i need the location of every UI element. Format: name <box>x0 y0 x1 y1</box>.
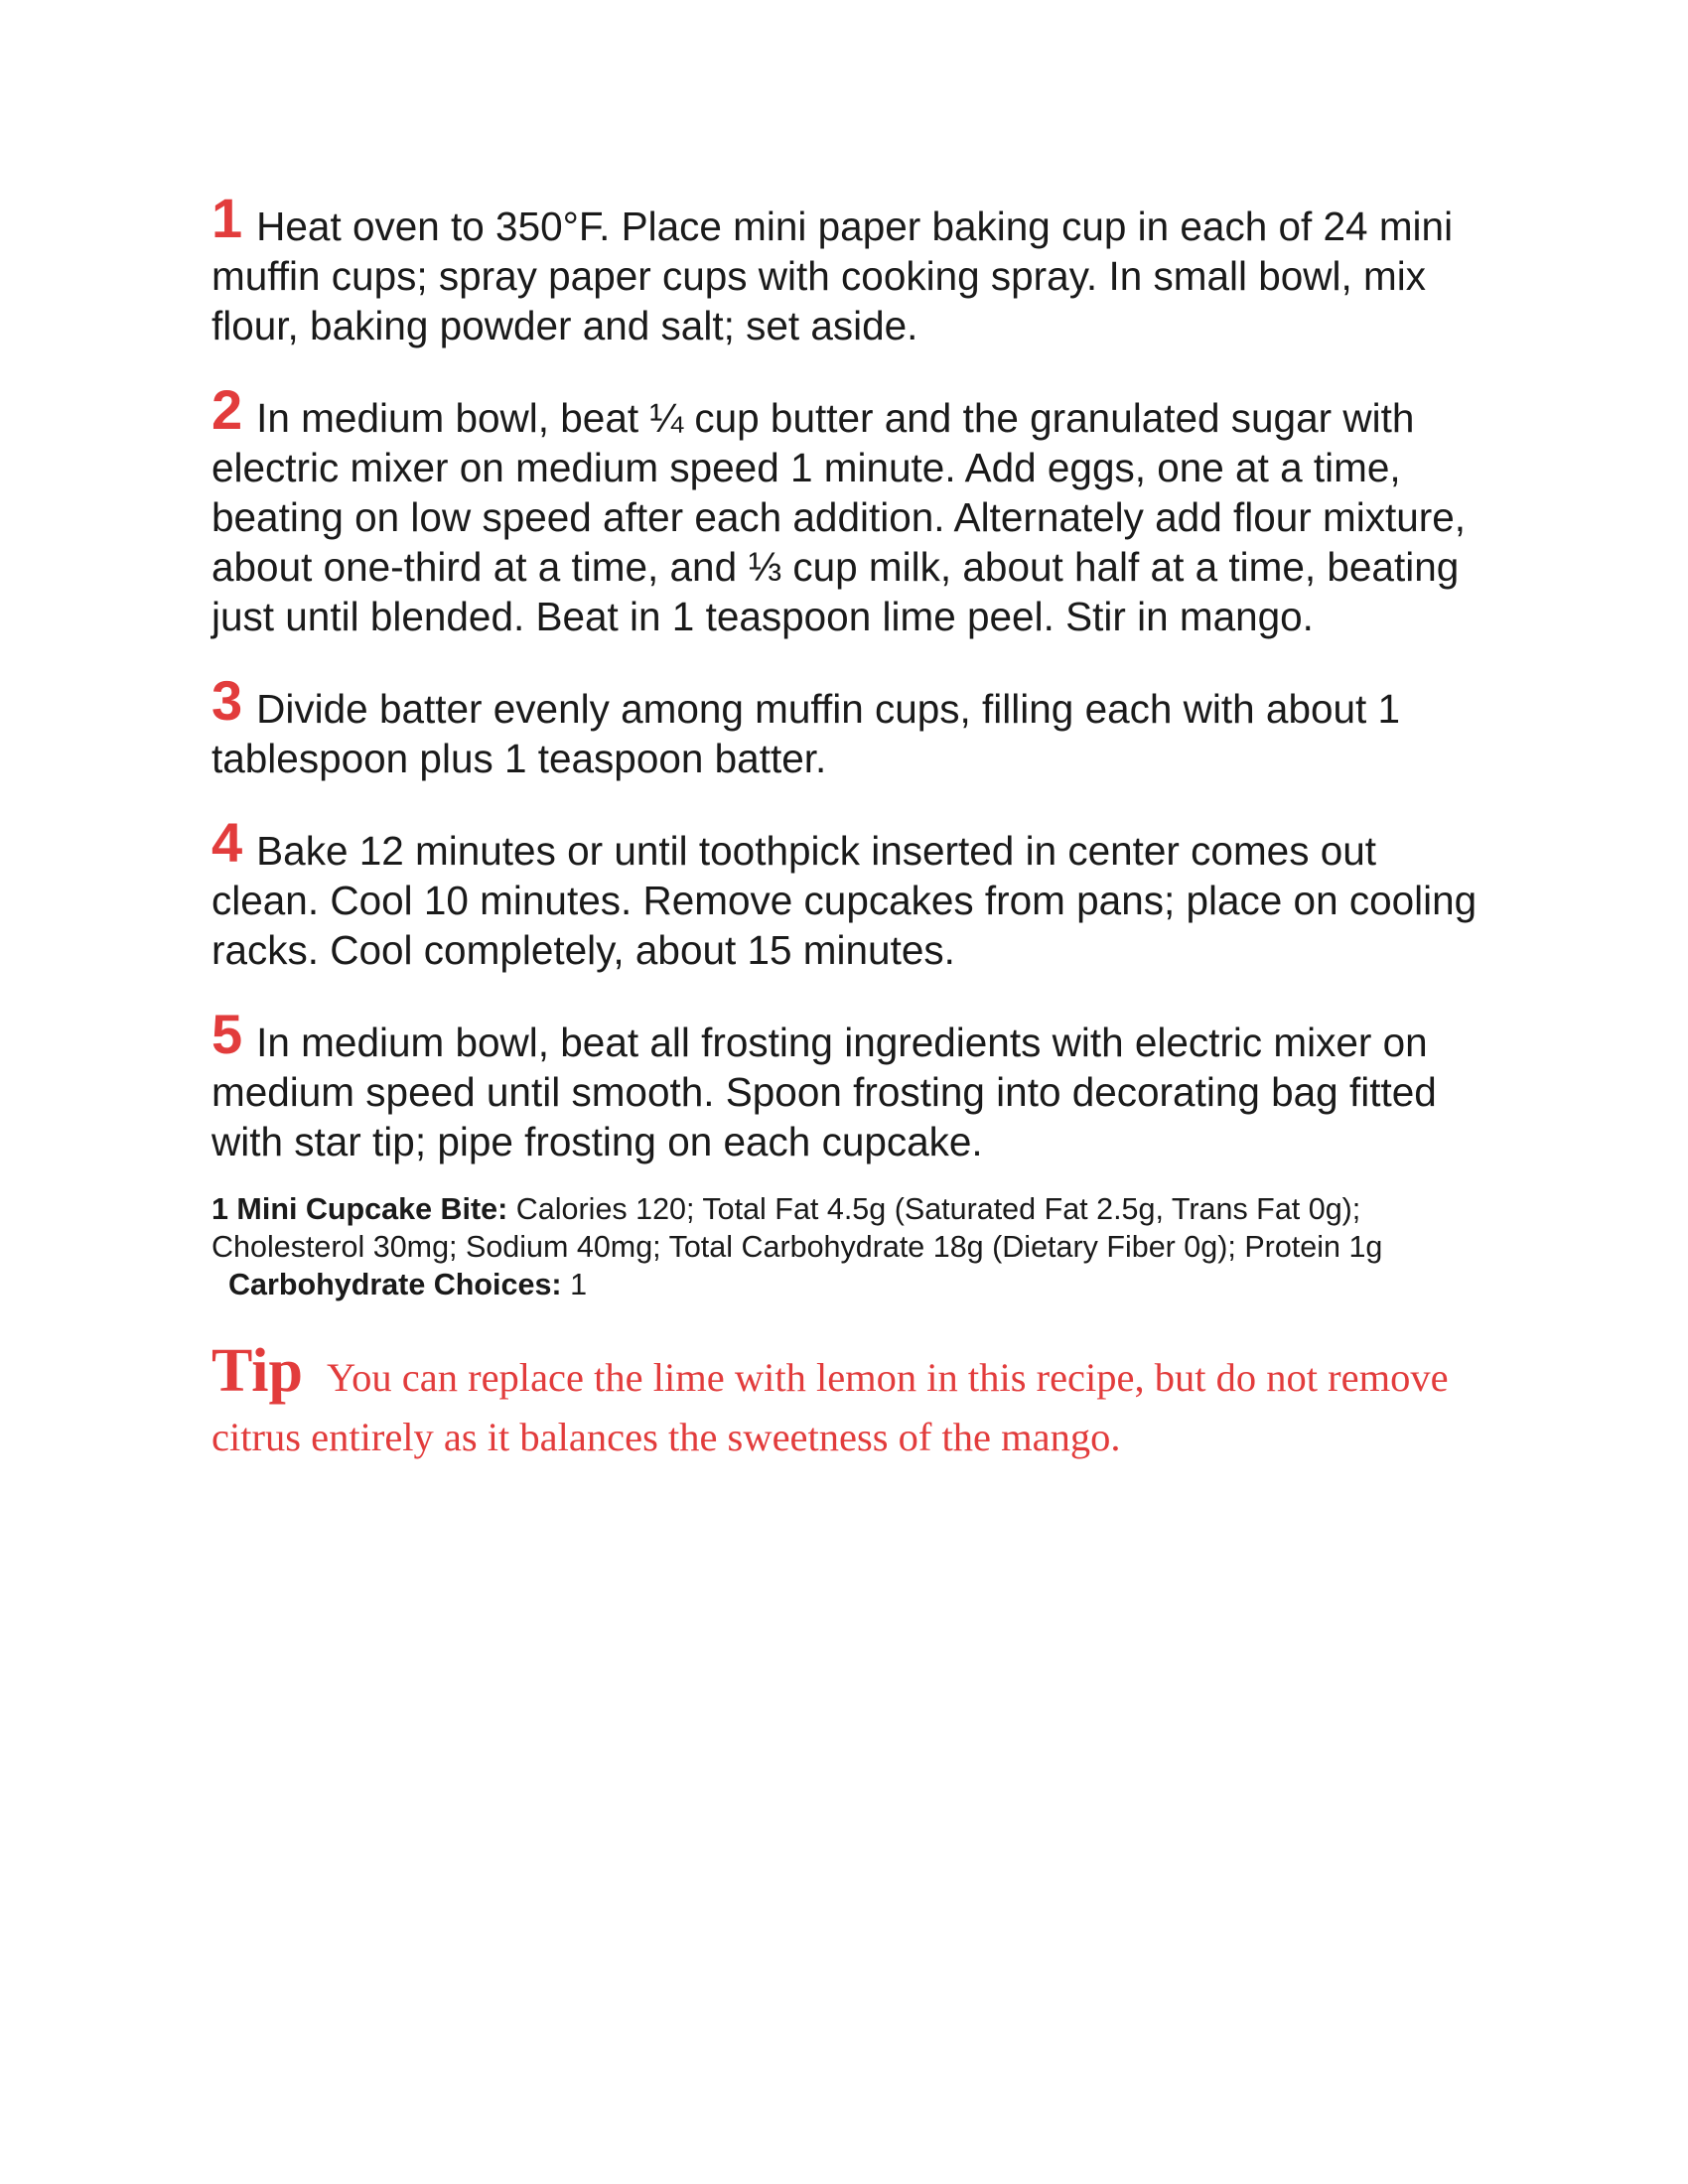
recipe-directions <box>211 187 1492 1467</box>
step-text: Bake 12 minutes or until toothpick inserted in center comes out clean. Cool 10 minutes. Remove cupcakes from pans; place on cooling racks. Cool completely, about 15 minutes. <box>211 828 1477 973</box>
step-number: 3 <box>211 669 243 732</box>
step-number: 4 <box>211 811 243 874</box>
tip-text: You can replace the lime with lemon in this recipe, but do not remove citrus entirely as it balances the sweetness of the mango. <box>211 1355 1449 1459</box>
step-text: In medium bowl, beat ¼ cup butter and the granulated sugar with electric mixer on medium speed 1 minute. Add eggs, one at a time, beating on low speed after each addition. Alternately add flour mixture, about one-third at a time, and ⅓ cup milk, about half at a time, beating just until blended. Beat in 1 teaspoon lime peel. Stir in mango. <box>211 395 1467 639</box>
step-number: 2 <box>211 378 243 441</box>
step-2 <box>211 378 1492 641</box>
step-text: Heat oven to 350°F. Place mini paper baking cup in each of 24 mini muffin cups; spray paper cups with cooking spray. In small bowl, mix flour, baking powder and salt; set aside. <box>211 204 1454 348</box>
step-number: 5 <box>211 1003 243 1065</box>
step-5 <box>211 1003 1492 1166</box>
tip-label: Tip <box>211 1337 303 1405</box>
step-1 <box>211 187 1492 350</box>
step-text: In medium bowl, beat all frosting ingredients with electric mixer on medium speed until smooth. Spoon frosting into decorating bag fitted with star tip; pipe frosting on each cupcake. <box>211 1020 1437 1164</box>
step-text: Divide batter evenly among muffin cups, filling each with about 1 tablespoon plus 1 teaspoon batter. <box>211 686 1401 781</box>
nutrition-info <box>211 1190 1492 1303</box>
step-3 <box>211 669 1492 783</box>
serving-label: 1 Mini Cupcake Bite: <box>211 1192 508 1226</box>
nutrition-facts-line <box>211 1190 1492 1266</box>
step-4 <box>211 811 1492 975</box>
carb-choices-line <box>211 1266 1492 1303</box>
tip-box <box>211 1337 1492 1467</box>
nutrition-facts: Calories 120; Total Fat 4.5g (Saturated Fat 2.5g, Trans Fat 0g); Cholesterol 30mg; Sodium 40mg; Total Carbohydrate 18g (Dietary Fiber 0g); Protein 1g <box>211 1192 1383 1264</box>
carb-choices-label: Carbohydrate Choices: <box>228 1268 562 1301</box>
carb-choices-value: 1 <box>570 1268 588 1301</box>
step-number: 1 <box>211 187 243 249</box>
